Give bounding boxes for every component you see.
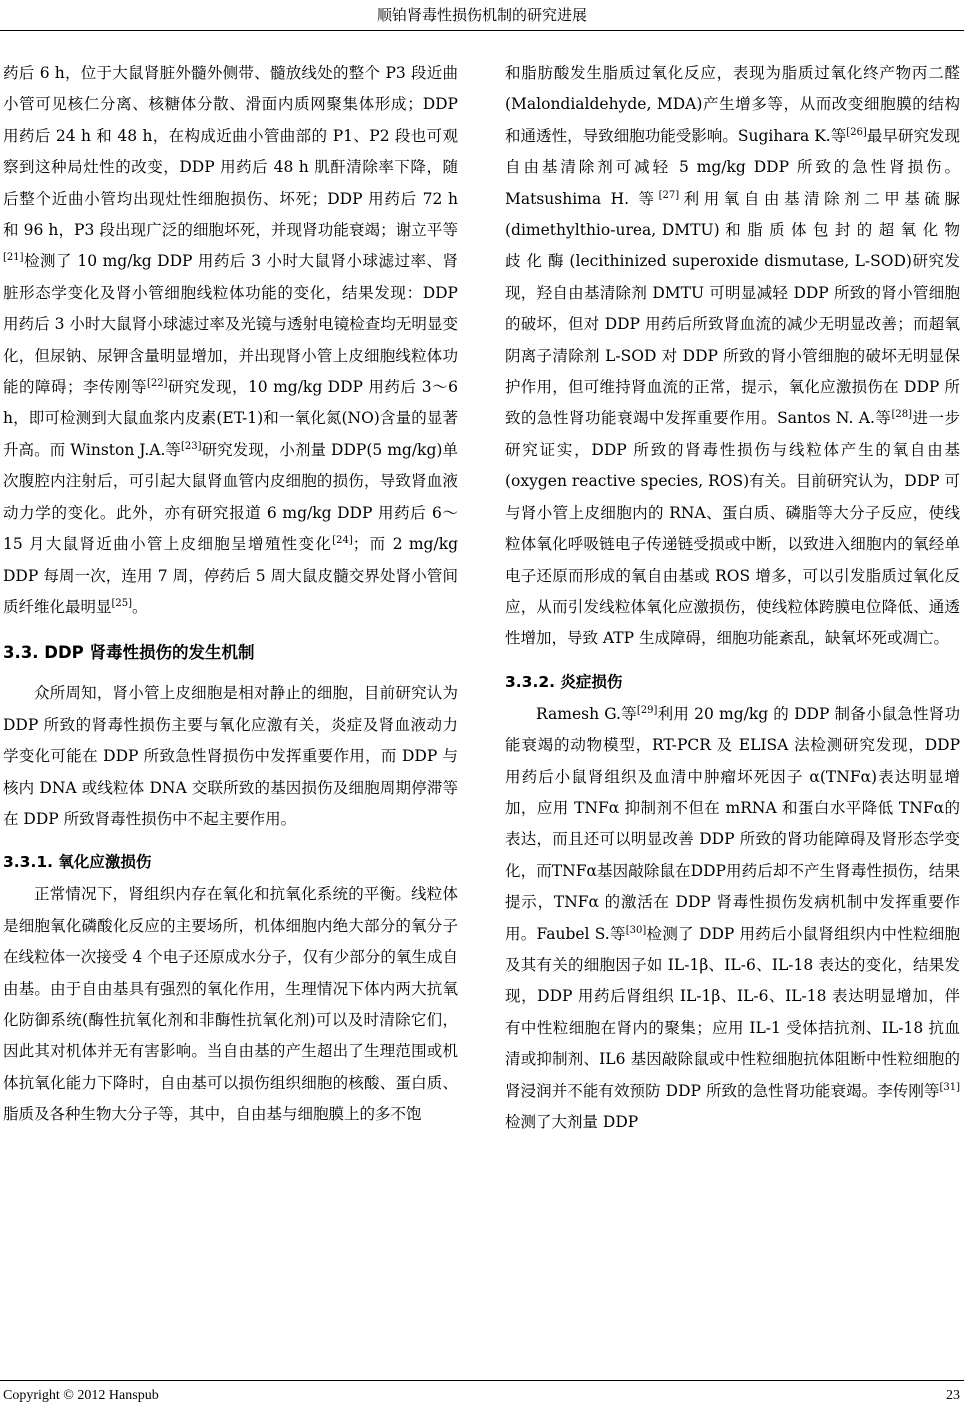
citation-22: [22] (146, 378, 168, 390)
paragraph-right-1: 和脂肪酸发生脂质过氧化反应，表现为脂质过氧化终产物丙二醛(Malondialdehyde, MDA)产生增多等，从而改变细胞膜的结构和通透性，导致细胞功能受影响。Sugihara K.等[26]最早研究发现自由基清除剂可减轻 5 mg/kg DDP 所致的急性肾损伤。Matsushima H. 等[27]利用氧自由基清除剂二甲基硫脲(dimethylthio-urea, DMTU) 和 脂 质 体 包 封 的 超 氧 化 物 歧 化 酶 (lecithinized superoxide dismutase, L-SOD)研究发现，羟自由基清除剂 DMTU 可明显减轻 DDP 所致的肾小管细胞的破坏，但对 DDP 用药后所致肾血流的减少无明显改善；而超氧阴离子清除剂 L-SOD 对 DDP 所致的肾小管细胞的破坏无明显保护作用，但可维持肾血流的正常，提示，氧化应激损伤在 DDP 所致的急性肾功能衰竭中发挥重要作用。Santos N. A.等[28]进一步研究证实，DDP 所致的肾毒性损伤与线粒体产生的氧自由基(oxygen reactive species, ROS)有关。目前研究认为，DDP 可与肾小管上皮细胞内的 RNA、蛋白质、磷脂等大分子反应，使线粒体氧化呼吸链电子传递链受损或中断，以致进入细胞内的氧经单电子还原而形成的氧自由基或 ROS 增多，可以引发脂质过氧化反应，从而引发线粒体氧化应激损伤，使线粒体跨膜电位降低、通透性增加，导致 ATP 生成障碍，细胞功能紊乱，缺氧坏死或凋亡。 (505, 64, 960, 648)
paragraph-left-3: 正常情况下，肾组织内存在氧化和抗氧化系统的平衡。线粒体是细胞氧化磷酸化反应的主要场所，机体细胞内绝大部分的氧分子在线粒体一次接受 4 个电子还原成水分子，仅有少部分的氧生成自由基。由于自由基具有强烈的氧化作用，生理情况下体内两大抗氧化防御系统(酶性抗氧化剂和非酶性抗氧化剂)可以及时清除它们，因此其对机体并无有害影响。当自由基的产生超出了生理范围或机体抗氧化能力下降时，自由基可以损伤组织细胞的核酸、蛋白质、脂质及各种生物大分子等，其中，自由基与细胞膜上的多不饱 (3, 885, 458, 1124)
paragraph-left-1: 药后 6 h，位于大鼠肾脏外髓外侧带、髓放线处的整个 P3 段近曲小管可见核仁分离、核糖体分散、滑面内质网聚集体形成；DDP 用药后 24 h 和 48 h，在构成近曲小管曲部的 P1、P2 段也可观察到这种局灶性的改变，DDP 用药后 48 h 肌酐清除率下降，随后整个近曲小管均出现灶性细胞损伤、坏死；DDP 用药后 72 h 和 96 h，P3 段出现广泛的细胞坏死，并现肾功能衰竭；谢立平等[21]检测了 10 mg/kg DDP 用药后 3 小时大鼠肾小球滤过率、肾脏形态学变化及肾小管细胞线粒体功能的变化，结果发现：DDP 用药后 3 小时大鼠肾小球滤过率及光镜与透射电镜检查均无明显变化，但尿钠、尿钾含量明显增加，并出现肾小管上皮细胞线粒体功能的障碍；李传刚等[22]研究发现，10 mg/kg DDP 用药后 3～6 h，即可检测到大鼠血浆内皮素(ET-1)和一氧化氮(NO)含量的显著升高。而 Winston J.A.等[23]研究发现，小剂量 DDP(5 mg/kg)单次腹腔内注射后，可引起大鼠肾血管内皮细胞的损伤，导致肾血液动力学的变化。此外，亦有研究报道 6 mg/kg DDP 用药后 6～15 月大鼠肾近曲小管上皮细胞呈增殖性变化[24]；而 2 mg/kg DDP 每周一次，连用 7 周，停药后 5 周大鼠皮髓交界处肾小管间质纤维化最明显[25]。 (3, 64, 458, 616)
right-column (505, 58, 960, 1358)
citation-31: [31] (939, 1081, 960, 1093)
left-column (3, 58, 458, 1358)
citation-29: [29] (636, 704, 658, 716)
footer-rule (0, 1380, 964, 1381)
citation-27: [27] (658, 189, 680, 201)
subsection-heading-3-3-2: 3.3.2. 炎症损伤 (505, 672, 623, 691)
paragraph-right-2: Ramesh G.等[29]利用 20 mg/kg 的 DDP 制备小鼠急性肾功能衰竭的动物模型，RT-PCR 及 ELISA 法检测研究发现，DDP 用药后小鼠肾组织及血清中肿瘤坏死因子 α(TNFα)表达明显增加，应用 TNFα 抑制剂不但在 mRNA 和蛋白水平降低 TNFα的表达，而且还可以明显改善 DDP 所致的肾功能障碍及肾形态学变化，而TNFα基因敲除鼠在DDP用药后却不产生肾毒性损伤，结果提示，TNFα 的激活在 DDP 肾毒性损伤发病机制中发挥重要作用。Faubel S.等[30]检测了 DDP 用药后小鼠肾组织内中性粒细胞及其有关的细胞因子如 IL-1β、IL-6、IL-18 表达的变化，结果发现，DDP 用药后肾组织 IL-1β、IL-6、IL-18 表达明显增加，伴有中性粒细胞在肾内的聚集；应用 IL-1 受体拮抗剂、IL-18 抗血清或抑制剂、IL6 基因敲除鼠或中性粒细胞抗体阻断中性粒细胞的肾浸润并不能有效预防 DDP 所致的急性肾功能衰竭。李传刚等[31]检测了大剂量 DDP (505, 704, 960, 1131)
header-rule (0, 30, 964, 31)
citation-26: [26] (846, 126, 867, 138)
page-number: 23 (946, 1388, 960, 1403)
subsection-heading-3-3-1: 3.3.1. 氧化应激损伤 (3, 853, 152, 872)
paragraph-left-2: 众所周知，肾小管上皮细胞是相对静止的细胞，目前研究认为 DDP 所致的肾毒性损伤主要与氧化应激有关，炎症及肾血液动力学变化可能在 DDP 所致急性肾损伤中发挥重要作用，而 DDP 与核内 DNA 或线粒体 DNA 交联所致的基因损伤及细胞周期停滞等在 DDP 所致肾毒性损伤中不起主要作用。 (3, 684, 458, 828)
citation-28: [28] (891, 409, 912, 421)
citation-23: [23] (180, 440, 202, 452)
copyright-notice: Copyright © 2012 Hanspub (3, 1388, 159, 1403)
citation-30: [30] (625, 924, 647, 936)
citation-21: [21] (3, 252, 24, 264)
citation-24: [24] (332, 535, 353, 547)
running-title: 顺铂肾毒性损伤机制的研究进展 (376, 6, 587, 24)
citation-25: [25] (111, 597, 133, 609)
section-heading-3-3: 3.3. DDP 肾毒性损伤的发生机制 (3, 643, 255, 663)
